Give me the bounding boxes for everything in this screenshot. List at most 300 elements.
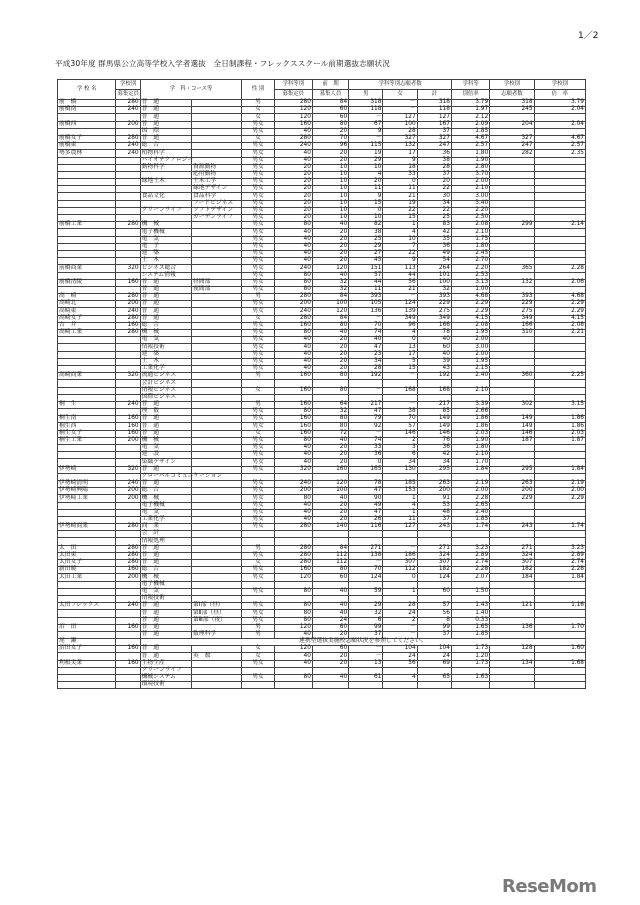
cell-gender: 女 bbox=[242, 114, 274, 121]
cell-zenki-quota: 10 bbox=[312, 207, 348, 214]
cell-dept: グリーンライフ bbox=[140, 207, 191, 214]
cell-quota bbox=[116, 236, 140, 243]
cell-school-ratio bbox=[534, 509, 585, 516]
cell-female: － bbox=[383, 545, 417, 552]
cell-dept-ratio: 2.66 bbox=[451, 409, 489, 416]
header-quota-top: 学校別 bbox=[116, 80, 140, 90]
cell-dept: 電 気 bbox=[140, 337, 191, 344]
cell-course: 第Ⅲ部（夜） bbox=[191, 617, 241, 624]
cell-school: 前橋女子 bbox=[58, 135, 116, 142]
cell-school-ratio: 1.87 bbox=[534, 437, 585, 444]
cell-quota bbox=[116, 581, 140, 588]
cell-gender: 男女 bbox=[242, 143, 274, 150]
cell-dept-ratio: 2.40 bbox=[451, 509, 489, 516]
cell-female: 0 bbox=[383, 337, 417, 344]
cell-female: 34 bbox=[383, 459, 417, 466]
cell-quota bbox=[116, 207, 140, 214]
cell-gender: 男女 bbox=[242, 157, 274, 164]
header-school-app-top: 学校別 bbox=[490, 80, 534, 90]
cell-female: 124 bbox=[383, 301, 417, 308]
cell-dept: 普 通 bbox=[140, 315, 191, 322]
cell-zenki-quota: 80 bbox=[312, 567, 348, 574]
cell-zenki-quota: 84 bbox=[312, 545, 348, 552]
cell-school-applicants bbox=[490, 452, 534, 459]
cell-school bbox=[58, 581, 116, 588]
cell-school-applicants: 307 bbox=[490, 560, 534, 567]
cell-school-ratio bbox=[534, 351, 585, 358]
cell-male: 33 bbox=[349, 445, 383, 452]
cell-school: 桐生工業 bbox=[58, 437, 116, 444]
cell-dept-quota: 80 bbox=[274, 222, 312, 229]
table-row bbox=[58, 574, 586, 581]
cell-dept-ratio: 3.39 bbox=[451, 401, 489, 408]
cell-zenki-quota: 40 bbox=[312, 330, 348, 337]
cell-male: 151 bbox=[349, 265, 383, 272]
cell-dept-ratio: 1.80 bbox=[451, 243, 489, 250]
cell-zenki-quota: 32 bbox=[312, 286, 348, 293]
cell-dept: 普 通 bbox=[140, 114, 191, 121]
cell-dept: 普 通 bbox=[140, 100, 191, 107]
cell-dept-quota: 280 bbox=[274, 552, 312, 559]
cell-school bbox=[58, 675, 116, 682]
cell-school-ratio: 1.74 bbox=[534, 524, 585, 531]
cell-dept-quota: 80 bbox=[274, 330, 312, 337]
cell-female: 15 bbox=[383, 365, 417, 372]
cell-dept-quota: 280 bbox=[274, 315, 312, 322]
cell-gender: 女 bbox=[242, 135, 274, 142]
cell-male: － bbox=[349, 387, 383, 394]
cell-quota bbox=[116, 179, 140, 186]
cell-quota: 240 bbox=[116, 480, 140, 487]
cell-school-applicants bbox=[490, 351, 534, 358]
table-row bbox=[58, 373, 586, 380]
cell-school-ratio bbox=[534, 179, 585, 186]
cell-gender: 男 bbox=[242, 294, 274, 301]
cell-school: 前橋東 bbox=[58, 143, 116, 150]
cell-dept-ratio: 3.40 bbox=[451, 200, 489, 207]
cell-total: 34 bbox=[417, 200, 451, 207]
cell-female: 1 bbox=[383, 509, 417, 516]
cell-quota: 160 bbox=[116, 279, 140, 286]
cell-dept-quota: 320 bbox=[274, 466, 312, 473]
cell-male: － bbox=[349, 646, 383, 653]
cell-female: 130 bbox=[383, 466, 417, 473]
cell-zenki-quota: 20 bbox=[312, 365, 348, 372]
cell-course bbox=[191, 107, 241, 114]
cell-school: 新田暁 bbox=[58, 567, 116, 574]
cell-dept-quota: 40 bbox=[274, 445, 312, 452]
cell-gender: 男女 bbox=[242, 409, 274, 416]
cell-dept-ratio bbox=[451, 682, 489, 689]
cell-course bbox=[191, 143, 241, 150]
cell-zenki-quota: 20 bbox=[312, 243, 348, 250]
cell-female: 0 bbox=[383, 179, 417, 186]
cell-school bbox=[58, 207, 116, 214]
cell-dept-quota: 40 bbox=[274, 351, 312, 358]
cell-quota: 320 bbox=[116, 373, 140, 380]
cell-zenki-quota: 10 bbox=[312, 193, 348, 200]
cell-dept: 普 通 bbox=[140, 107, 191, 114]
table-row bbox=[58, 445, 586, 452]
cell-quota bbox=[116, 258, 140, 265]
cell-total: 36 bbox=[417, 445, 451, 452]
cell-gender: 男女 bbox=[242, 459, 274, 466]
table-row bbox=[58, 452, 586, 459]
cell-male: 23 bbox=[349, 351, 383, 358]
cell-course bbox=[191, 373, 241, 380]
cell-dept-quota: 20 bbox=[274, 171, 312, 178]
cell-dept-ratio: 1.75 bbox=[451, 236, 489, 243]
cell-quota bbox=[116, 243, 140, 250]
cell-dept-ratio: 1.85 bbox=[451, 516, 489, 523]
table-row bbox=[58, 143, 586, 150]
cell-school-ratio: 2.08 bbox=[534, 322, 585, 329]
cell-school-ratio: 2.28 bbox=[534, 265, 585, 272]
cell-dept-ratio: 1.90 bbox=[451, 157, 489, 164]
cell-female: － bbox=[383, 294, 417, 301]
cell-zenki-quota: 20 bbox=[312, 653, 348, 660]
cell-dept-ratio bbox=[451, 380, 489, 387]
cell-dept-quota: 40 bbox=[274, 509, 312, 516]
cell-gender: 男女 bbox=[242, 186, 274, 193]
cell-dept-ratio: 3.23 bbox=[451, 545, 489, 552]
cell-dept-quota: 40 bbox=[274, 660, 312, 667]
cell-school-applicants: 149 bbox=[490, 416, 534, 423]
cell-male: 0 bbox=[349, 207, 383, 214]
cell-dept-ratio: 2.07 bbox=[451, 574, 489, 581]
cell-dept-quota: 40 bbox=[274, 516, 312, 523]
cell-dept: 会 計 bbox=[140, 531, 191, 538]
cell-total: 48 bbox=[417, 509, 451, 516]
cell-school-ratio: 3.79 bbox=[534, 100, 585, 107]
cell-zenki-quota: 20 bbox=[312, 660, 348, 667]
cell-dept: 国際ビジネス bbox=[140, 394, 191, 401]
cell-zenki-quota: 20 bbox=[312, 258, 348, 265]
cell-female: 22 bbox=[383, 207, 417, 214]
table-row bbox=[58, 416, 586, 423]
cell-zenki-quota: 32 bbox=[312, 409, 348, 416]
cell-school bbox=[58, 682, 116, 689]
cell-school bbox=[58, 229, 116, 236]
cell-school-ratio: 1.70 bbox=[534, 624, 585, 631]
cell-gender: 男 bbox=[242, 401, 274, 408]
cell-dept-ratio: 3.00 bbox=[451, 193, 489, 200]
cell-dept-ratio: 3.00 bbox=[451, 344, 489, 351]
cell-course bbox=[191, 459, 241, 466]
cell-dept-quota: 80 bbox=[274, 437, 312, 444]
cell-gender: 女 bbox=[242, 653, 274, 660]
cell-dept: 総 合 bbox=[140, 322, 191, 329]
cell-dept-ratio: 2.29 bbox=[451, 301, 489, 308]
cell-male: 34 bbox=[349, 358, 383, 365]
cell-female: － bbox=[383, 100, 417, 107]
cell-dept: バイオテクノロジー bbox=[141, 156, 194, 163]
cell-zenki-quota: 112 bbox=[312, 560, 348, 567]
cell-zenki-quota bbox=[312, 531, 348, 538]
cell-female: 127 bbox=[383, 114, 417, 121]
cell-quota bbox=[116, 114, 140, 121]
cell-dept-ratio: 2.80 bbox=[451, 164, 489, 171]
cell-female bbox=[383, 531, 417, 538]
cell-dept-ratio: 2.28 bbox=[451, 495, 489, 502]
cell-total: 168 bbox=[417, 387, 451, 394]
cell-total: 83 bbox=[417, 222, 451, 229]
cell-male: 0 bbox=[349, 459, 383, 466]
cell-gender bbox=[242, 531, 274, 538]
cell-course bbox=[191, 150, 241, 157]
cell-course bbox=[191, 380, 241, 387]
cell-dept-ratio: 2.19 bbox=[451, 480, 489, 487]
cell-school: 伊勢崎興陽 bbox=[58, 488, 116, 495]
cell-total: 200 bbox=[417, 488, 451, 495]
cell-female: 10 bbox=[383, 236, 417, 243]
cell-total: 182 bbox=[417, 567, 451, 574]
table-row bbox=[58, 380, 586, 387]
cell-dept: 総 合 bbox=[140, 567, 191, 574]
cell-dept-quota: 240 bbox=[274, 308, 312, 315]
cell-course bbox=[191, 114, 241, 121]
cell-male bbox=[349, 531, 383, 538]
cell-school-applicants: 229 bbox=[490, 301, 534, 308]
cell-school-applicants bbox=[490, 207, 534, 214]
table-row bbox=[58, 200, 586, 207]
page-number: 1／2 bbox=[578, 31, 599, 41]
cell-zenki-quota: 20 bbox=[312, 351, 348, 358]
table-row bbox=[58, 624, 586, 631]
cell-dept-ratio: 3.70 bbox=[451, 171, 489, 178]
cell-dept bbox=[140, 186, 191, 193]
cell-dept: 緑地土木 bbox=[140, 179, 191, 186]
cell-dept-quota: 80 bbox=[274, 495, 312, 502]
cell-quota: 240 bbox=[116, 308, 140, 315]
cell-gender: 男 bbox=[242, 631, 274, 638]
cell-zenki-quota: 60 bbox=[312, 574, 348, 581]
cell-female: 15 bbox=[383, 215, 417, 222]
table-row bbox=[58, 265, 586, 272]
cell-course: 第Ⅰ部（昼） bbox=[191, 603, 241, 610]
cell-school-applicants bbox=[490, 581, 534, 588]
cell-total: 124 bbox=[417, 574, 451, 581]
cell-zenki-quota: 40 bbox=[312, 588, 348, 595]
header-dept-quota-top: 学科等別 bbox=[274, 80, 312, 90]
cell-female: 112 bbox=[383, 567, 417, 574]
cell-total bbox=[417, 380, 451, 387]
cell-gender: 男女 bbox=[242, 524, 274, 531]
cell-quota: 240 bbox=[116, 603, 140, 610]
cell-total: 22 bbox=[417, 207, 451, 214]
cell-total bbox=[417, 531, 451, 538]
cell-male: 11 bbox=[349, 286, 383, 293]
cell-dept-ratio: 1.20 bbox=[451, 653, 489, 660]
cell-school-applicants: 149 bbox=[490, 423, 534, 430]
cell-gender: 男女 bbox=[242, 516, 274, 523]
cell-female bbox=[383, 380, 417, 387]
cell-female: 38 bbox=[383, 409, 417, 416]
cell-course bbox=[191, 531, 241, 538]
cell-dept-ratio: 2.10 bbox=[451, 186, 489, 193]
cell-zenki-quota: 20 bbox=[312, 631, 348, 638]
cell-total: 243 bbox=[417, 524, 451, 531]
cell-school-applicants: 229 bbox=[490, 495, 534, 502]
cell-dept: ビジネス総合 bbox=[140, 265, 191, 272]
cell-total: 247 bbox=[417, 143, 451, 150]
cell-dept-quota: 40 bbox=[274, 631, 312, 638]
cell-school-applicants bbox=[490, 631, 534, 638]
cell-total: 167 bbox=[417, 121, 451, 128]
cell-school-ratio: 2.21 bbox=[534, 330, 585, 337]
cell-school-applicants: 299 bbox=[490, 222, 534, 229]
cell-dept-quota: 240 bbox=[274, 143, 312, 150]
cell-male: 74 bbox=[349, 330, 383, 337]
cell-dept: 総 合 bbox=[140, 488, 191, 495]
cell-school-ratio: 2.19 bbox=[534, 480, 585, 487]
table-row bbox=[58, 150, 586, 157]
cell-school-applicants bbox=[490, 509, 534, 516]
cell-zenki-quota: 20 bbox=[312, 344, 348, 351]
cell-total: 25 bbox=[417, 215, 451, 222]
cell-school-ratio: 2.29 bbox=[534, 495, 585, 502]
cell-dept-quota: 80 bbox=[274, 588, 312, 595]
cell-dept-quota: 40 bbox=[274, 358, 312, 365]
cell-total: 42 bbox=[417, 452, 451, 459]
cell-quota: 160 bbox=[116, 646, 140, 653]
header-zenki-bottom: 募集人員 bbox=[312, 90, 348, 100]
cell-course bbox=[191, 445, 241, 452]
cell-female: 6 bbox=[383, 452, 417, 459]
cell-male: 124 bbox=[349, 574, 383, 581]
cell-gender: 男女 bbox=[242, 365, 274, 372]
cell-female: 1 bbox=[383, 588, 417, 595]
cell-male: 4 bbox=[349, 171, 383, 178]
cell-course bbox=[191, 344, 241, 351]
cell-school: 前橋西 bbox=[58, 121, 116, 128]
cell-school-applicants: 349 bbox=[490, 315, 534, 322]
cell-gender: 男女 bbox=[242, 567, 274, 574]
cell-school-ratio bbox=[534, 236, 585, 243]
cell-school-applicants: 263 bbox=[490, 480, 534, 487]
cell-female: 139 bbox=[383, 308, 417, 315]
cell-zenki-quota: 60 bbox=[312, 114, 348, 121]
cell-dept: 機械システム bbox=[140, 675, 191, 682]
cell-female: 146 bbox=[383, 430, 417, 437]
cell-school-ratio bbox=[534, 682, 585, 689]
cell-dept-ratio: 0.33 bbox=[451, 617, 489, 624]
cell-dept-ratio: 2.12 bbox=[451, 114, 489, 121]
cell-total: 49 bbox=[417, 250, 451, 257]
cell-zenki-quota: 80 bbox=[312, 416, 348, 423]
cell-zenki-quota: 84 bbox=[312, 294, 348, 301]
cell-school: 太田東 bbox=[58, 552, 116, 559]
cell-total: 56 bbox=[417, 610, 451, 617]
cell-quota bbox=[116, 631, 140, 638]
cell-female: 132 bbox=[383, 143, 417, 150]
cell-school-ratio bbox=[534, 258, 585, 265]
cell-dept: 普 通 bbox=[140, 617, 191, 624]
cell-course bbox=[191, 437, 241, 444]
cell-total: 32 bbox=[417, 286, 451, 293]
cell-total: 54 bbox=[417, 258, 451, 265]
cell-male: 28 bbox=[349, 365, 383, 372]
cell-school bbox=[58, 164, 116, 171]
header-female: 女 bbox=[383, 90, 417, 100]
cell-quota bbox=[116, 502, 140, 509]
cell-quota: 280 bbox=[116, 545, 140, 552]
cell-male: － bbox=[349, 135, 383, 142]
cell-total: 91 bbox=[417, 495, 451, 502]
cell-course bbox=[191, 358, 241, 365]
cell-course bbox=[191, 322, 241, 329]
cell-zenki-quota: 80 bbox=[312, 387, 348, 394]
cell-dept-ratio: 2.08 bbox=[451, 222, 489, 229]
table-row bbox=[58, 179, 586, 186]
cell-zenki-quota: 20 bbox=[312, 452, 348, 459]
cell-male: 74 bbox=[349, 437, 383, 444]
cell-course: 英 数 bbox=[191, 653, 241, 660]
cell-quota bbox=[116, 588, 140, 595]
cell-dept-ratio: 1.70 bbox=[451, 459, 489, 466]
cell-school-ratio bbox=[534, 387, 585, 394]
cell-gender: 男女 bbox=[242, 358, 274, 365]
cell-zenki-quota: 32 bbox=[312, 279, 348, 286]
cell-dept: 電子機械 bbox=[140, 229, 191, 236]
cell-dept: 商 業 bbox=[140, 524, 191, 531]
cell-gender: 男女 bbox=[242, 423, 274, 430]
cell-male: 116 bbox=[349, 524, 383, 531]
cell-quota bbox=[116, 186, 140, 193]
cell-course bbox=[191, 401, 241, 408]
cell-school-applicants: 302 bbox=[490, 401, 534, 408]
cell-total: 37 bbox=[417, 128, 451, 135]
cell-quota bbox=[116, 344, 140, 351]
header-school-ratio-bottom: 倍 率 bbox=[534, 90, 585, 100]
cell-school-applicants: 136 bbox=[490, 624, 534, 631]
cell-dept: 電子機械 bbox=[140, 502, 191, 509]
table-row bbox=[58, 186, 586, 193]
cell-male: 67 bbox=[349, 121, 383, 128]
cell-dept-quota: 40 bbox=[274, 250, 312, 257]
cell-school bbox=[58, 502, 116, 509]
cell-school: 伊勢崎 bbox=[58, 466, 116, 473]
cell-gender: 男女 bbox=[242, 236, 274, 243]
cell-total: 40 bbox=[417, 337, 451, 344]
cell-zenki-quota: 140 bbox=[312, 524, 348, 531]
cell-school-ratio bbox=[534, 588, 585, 595]
cell-female: 11 bbox=[383, 186, 417, 193]
cell-school-applicants bbox=[490, 186, 534, 193]
cell-dept: 流通ビジネス bbox=[140, 373, 191, 380]
cell-course: 緑地デザイン bbox=[191, 186, 241, 193]
cell-zenki-quota: 40 bbox=[312, 437, 348, 444]
cell-male: 61 bbox=[349, 675, 383, 682]
cell-total: 53 bbox=[417, 502, 451, 509]
cell-male: 32 bbox=[349, 610, 383, 617]
cell-school-ratio bbox=[534, 459, 585, 466]
cell-course bbox=[191, 495, 241, 502]
cell-school-applicants bbox=[490, 387, 534, 394]
cell-school-ratio bbox=[534, 200, 585, 207]
cell-gender: 男女 bbox=[242, 552, 274, 559]
cell-course bbox=[191, 236, 241, 243]
cell-zenki-quota: 72 bbox=[312, 430, 348, 437]
cell-total: 127 bbox=[417, 114, 451, 121]
cell-school-ratio bbox=[534, 157, 585, 164]
cell-female: 127 bbox=[383, 524, 417, 531]
cell-dept: 機 械 bbox=[140, 437, 191, 444]
cell-course bbox=[191, 250, 241, 257]
cell-dept-ratio: 2.03 bbox=[451, 430, 489, 437]
cell-male: 78 bbox=[349, 480, 383, 487]
cell-gender: 女 bbox=[242, 315, 274, 322]
